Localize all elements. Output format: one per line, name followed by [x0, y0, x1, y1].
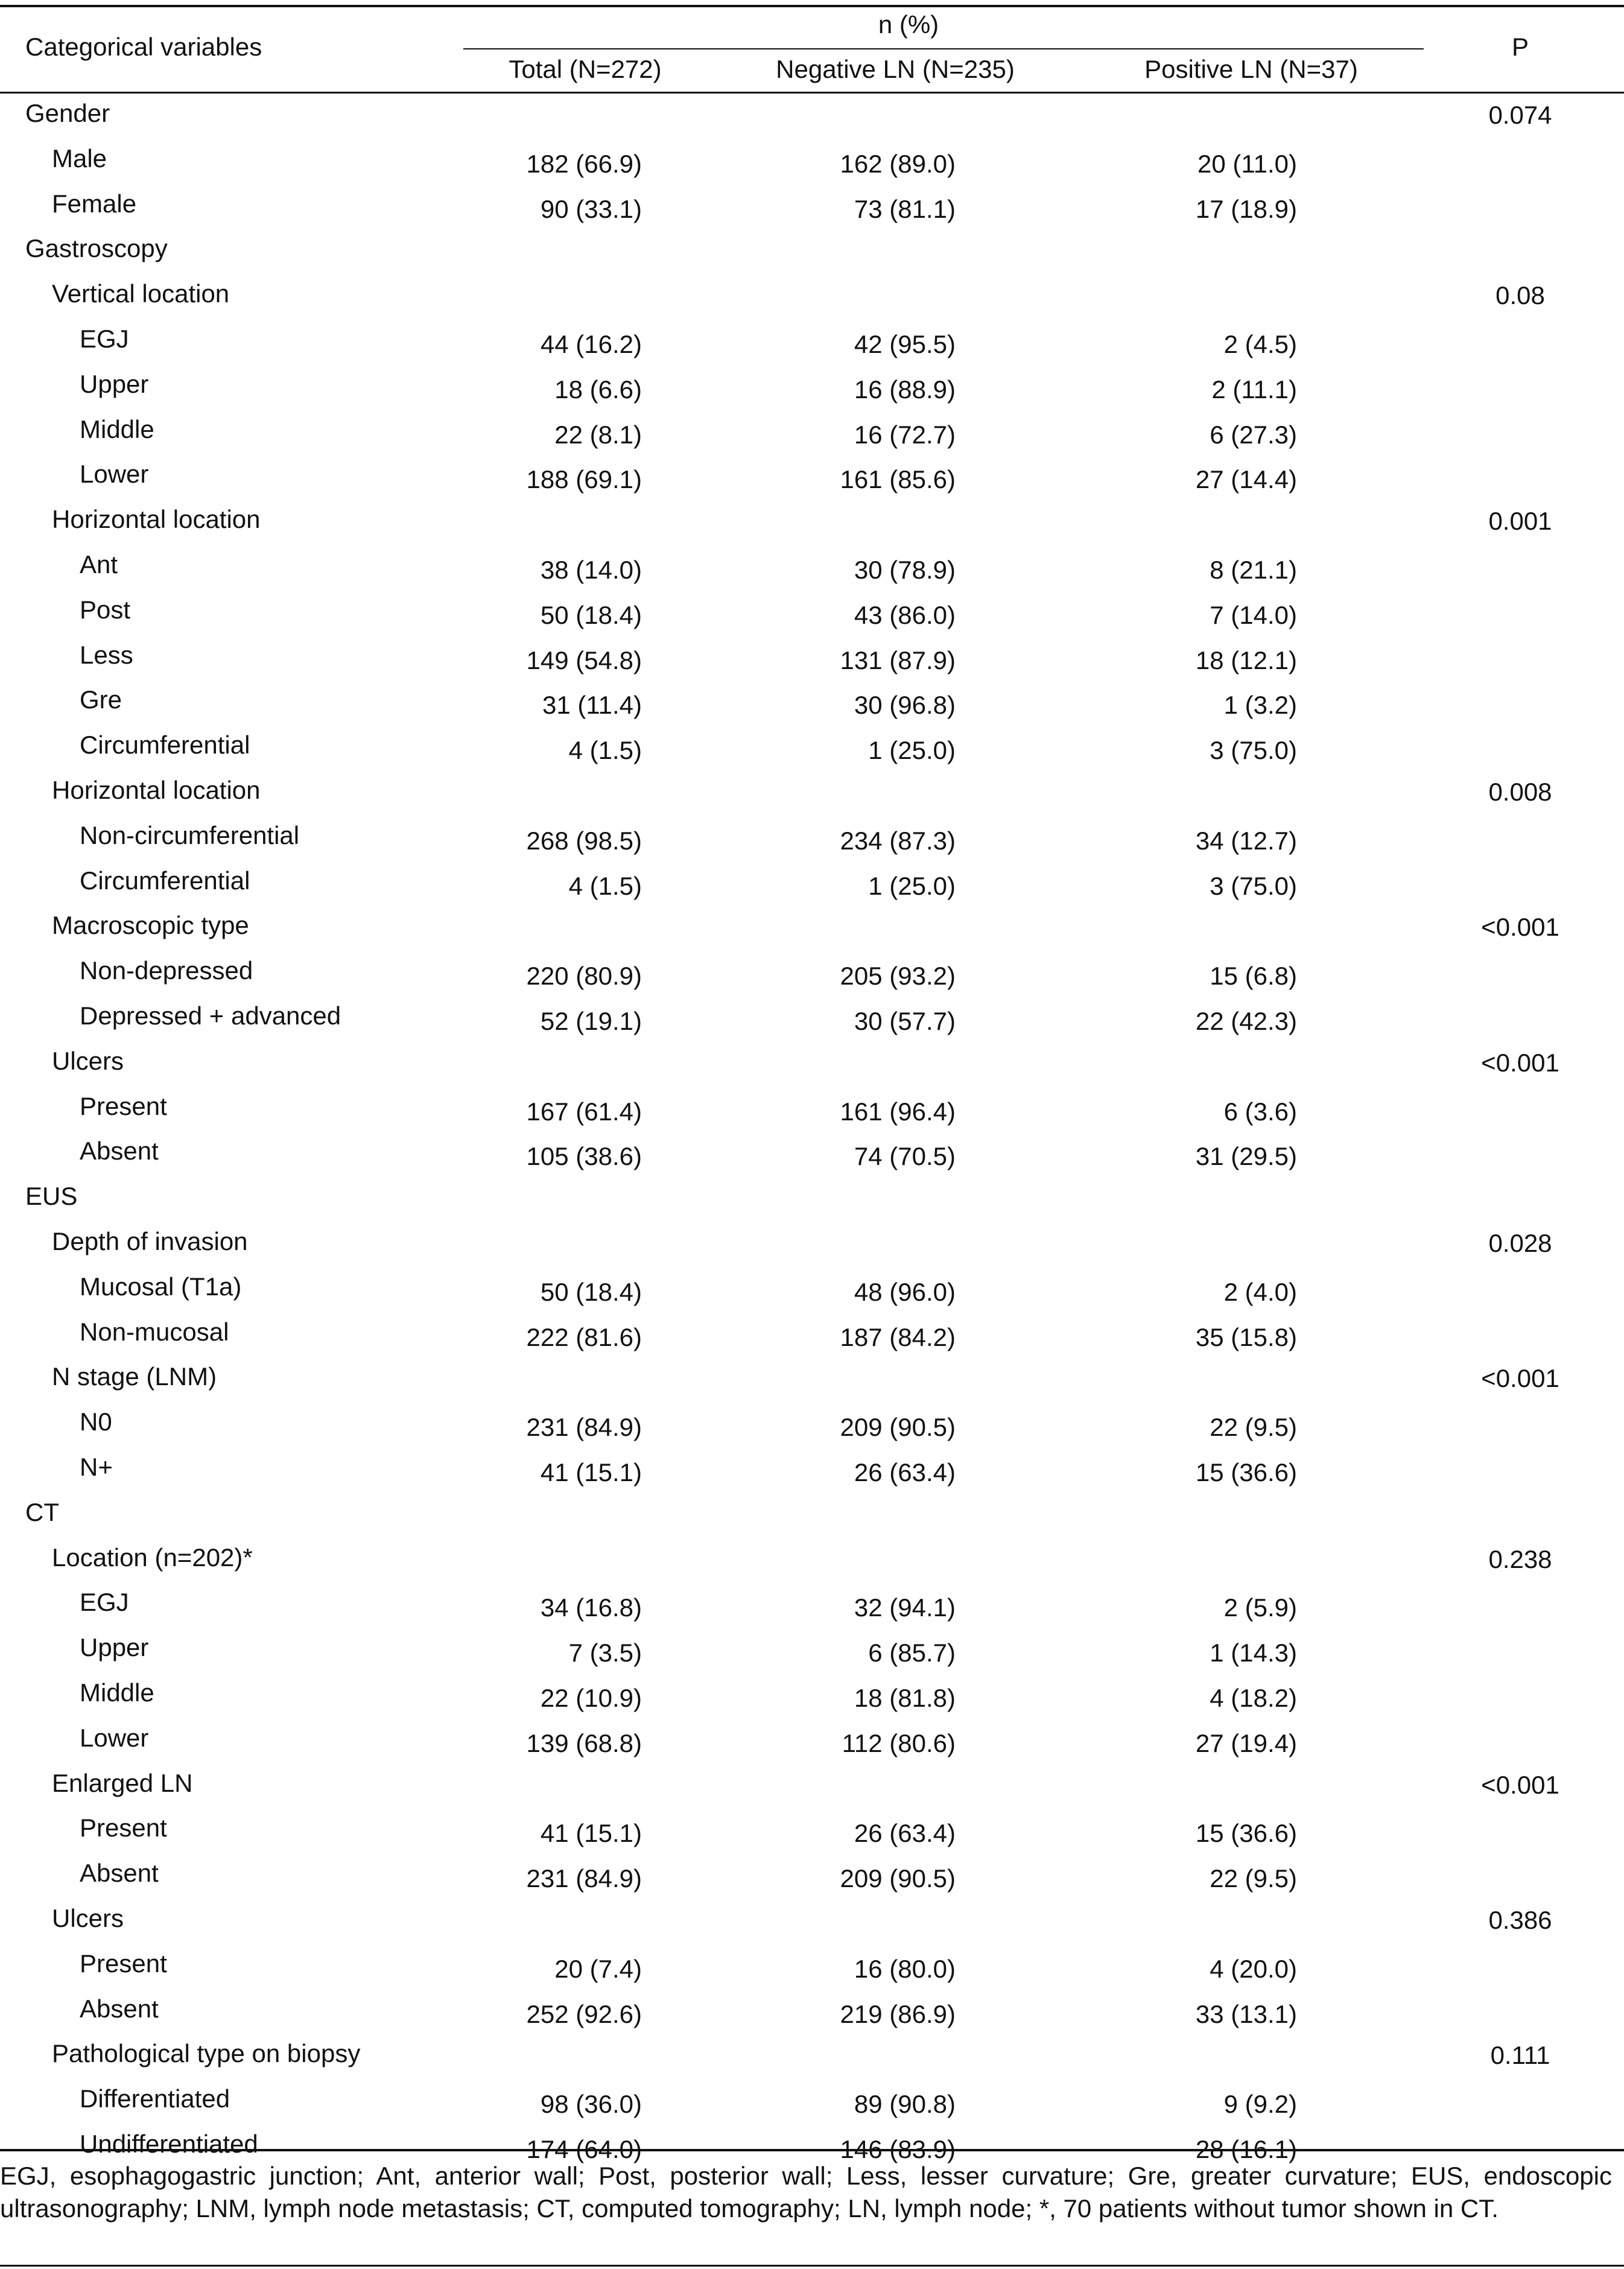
- row-label: Gender: [25, 99, 110, 127]
- cell-p-value: 0.074: [1488, 101, 1552, 129]
- cell-positive: 4 (18.2): [1210, 1684, 1297, 1712]
- cell-total: 149 (54.8): [526, 646, 642, 674]
- cell-positive: 17 (18.9): [1195, 195, 1297, 223]
- cell-total: 18 (6.6): [554, 375, 642, 404]
- cell-p-value: 0.08: [1496, 281, 1545, 309]
- cell-p-value: 0.001: [1488, 507, 1552, 535]
- cell-negative: 89 (90.8): [854, 2090, 956, 2118]
- row-label: Depth of invasion: [52, 1227, 248, 1255]
- cell-negative: 30 (96.8): [854, 691, 956, 719]
- header-bottom-rule: [0, 92, 1624, 94]
- cell-p-value: <0.001: [1481, 1364, 1559, 1392]
- row-label: Absent: [80, 1859, 159, 1887]
- row-label: Lower: [80, 460, 149, 488]
- row-label: Present: [80, 1092, 167, 1120]
- cell-p-value: 0.238: [1488, 1545, 1552, 1573]
- cell-negative: 16 (80.0): [854, 1955, 956, 1983]
- cell-negative: 26 (63.4): [854, 1819, 956, 1847]
- row-label: Vertical location: [52, 279, 230, 308]
- cell-positive: 28 (16.1): [1195, 2135, 1297, 2163]
- cell-total: 167 (61.4): [526, 1097, 642, 1126]
- row-label: Post: [80, 595, 131, 624]
- cell-total: 222 (81.6): [526, 1323, 642, 1351]
- cell-positive: 35 (15.8): [1195, 1323, 1297, 1351]
- header-p: P: [1511, 33, 1529, 61]
- group-header-rule: [463, 48, 1424, 49]
- cell-total: 4 (1.5): [568, 736, 642, 764]
- row-label: EGJ: [80, 325, 129, 353]
- cell-total: 34 (16.8): [540, 1593, 642, 1622]
- row-label: Non-mucosal: [80, 1318, 229, 1346]
- row-label: Mucosal (T1a): [80, 1272, 242, 1301]
- cell-p-value: <0.001: [1481, 1771, 1559, 1799]
- cell-total: 188 (69.1): [526, 465, 642, 493]
- cell-positive: 1 (14.3): [1210, 1639, 1297, 1667]
- cell-negative: 26 (63.4): [854, 1458, 956, 1487]
- header-total: Total (N=272): [509, 55, 662, 83]
- row-label: Depressed + advanced: [80, 1001, 341, 1030]
- cell-positive: 27 (14.4): [1195, 465, 1297, 493]
- row-label: Horizontal location: [52, 505, 261, 533]
- cell-positive: 22 (42.3): [1195, 1007, 1297, 1035]
- row-label: Female: [52, 189, 137, 218]
- cell-total: 52 (19.1): [540, 1007, 642, 1035]
- cell-positive: 15 (36.6): [1195, 1458, 1297, 1487]
- header-n-percent: n (%): [878, 10, 939, 39]
- row-label: Ulcers: [52, 1047, 124, 1075]
- row-label: Middle: [80, 415, 154, 443]
- page-bottom-rule: [0, 2265, 1624, 2267]
- cell-negative: 234 (87.3): [840, 827, 956, 855]
- cell-negative: 146 (83.9): [840, 2135, 956, 2163]
- cell-negative: 43 (86.0): [854, 601, 956, 629]
- cell-total: 4 (1.5): [568, 872, 642, 900]
- cell-positive: 6 (27.3): [1210, 420, 1297, 449]
- header-positive-ln: Positive LN (N=37): [1144, 55, 1358, 83]
- row-label: Present: [80, 1949, 167, 1978]
- cell-negative: 219 (86.9): [840, 2000, 956, 2028]
- row-label: Non-depressed: [80, 956, 253, 985]
- cell-positive: 2 (5.9): [1223, 1593, 1297, 1622]
- cell-positive: 22 (9.5): [1210, 1864, 1297, 1893]
- table-top-rule: [0, 5, 1624, 7]
- cell-negative: 1 (25.0): [868, 736, 956, 764]
- cell-total: 41 (15.1): [540, 1819, 642, 1847]
- row-label: Male: [52, 144, 107, 173]
- cell-negative: 42 (95.5): [854, 330, 956, 358]
- cell-negative: 48 (96.0): [854, 1278, 956, 1306]
- row-label: Middle: [80, 1678, 154, 1707]
- cell-positive: 4 (20.0): [1210, 1955, 1297, 1983]
- cell-negative: 18 (81.8): [854, 1684, 956, 1712]
- cell-total: 38 (14.0): [540, 556, 642, 584]
- cell-negative: 74 (70.5): [854, 1142, 956, 1170]
- cell-positive: 20 (11.0): [1197, 150, 1297, 178]
- cell-total: 182 (66.9): [526, 150, 642, 178]
- cell-negative: 16 (72.7): [854, 420, 956, 449]
- cell-positive: 2 (4.5): [1223, 330, 1297, 358]
- cell-total: 231 (84.9): [526, 1413, 642, 1441]
- row-label: Lower: [80, 1724, 149, 1752]
- row-label: Absent: [80, 1994, 159, 2023]
- cell-negative: 32 (94.1): [854, 1593, 956, 1622]
- cell-positive: 18 (12.1): [1195, 646, 1297, 674]
- header-categorical-variables: Categorical variables: [25, 33, 262, 61]
- cell-negative: 162 (89.0): [840, 150, 956, 178]
- row-label: Circumferential: [80, 866, 250, 895]
- row-label: Enlarged LN: [52, 1769, 193, 1797]
- cell-negative: 161 (85.6): [840, 465, 956, 493]
- cell-negative: 6 (85.7): [868, 1639, 956, 1667]
- cell-p-value: 0.028: [1488, 1229, 1552, 1257]
- cell-total: 7 (3.5): [568, 1639, 642, 1667]
- cell-positive: 15 (6.8): [1210, 962, 1297, 990]
- cell-positive: 33 (13.1): [1195, 2000, 1297, 2028]
- cell-positive: 8 (21.1): [1210, 556, 1297, 584]
- cell-negative: 161 (96.4): [840, 1097, 956, 1126]
- cell-total: 41 (15.1): [540, 1458, 642, 1487]
- cell-negative: 16 (88.9): [854, 375, 956, 404]
- cell-total: 50 (18.4): [540, 601, 642, 629]
- row-label: Ulcers: [52, 1904, 124, 1932]
- row-label: N0: [80, 1407, 112, 1436]
- cell-total: 139 (68.8): [526, 1729, 642, 1757]
- cell-positive: 2 (11.1): [1211, 375, 1297, 404]
- cell-positive: 34 (12.7): [1195, 827, 1297, 855]
- row-label: Less: [80, 641, 133, 669]
- cell-positive: 15 (36.6): [1195, 1819, 1297, 1847]
- cell-total: 231 (84.9): [526, 1864, 642, 1893]
- cell-negative: 73 (81.1): [854, 195, 956, 223]
- cell-negative: 205 (93.2): [840, 962, 956, 990]
- cell-total: 252 (92.6): [526, 2000, 642, 2028]
- cell-p-value: 0.008: [1488, 778, 1552, 806]
- row-label: N+: [80, 1453, 113, 1481]
- cell-positive: 2 (4.0): [1223, 1278, 1297, 1306]
- cell-total: 98 (36.0): [540, 2090, 642, 2118]
- cell-p-value: 0.386: [1488, 1906, 1552, 1934]
- cell-positive: 3 (75.0): [1210, 872, 1297, 900]
- row-label: Circumferential: [80, 731, 250, 759]
- row-label: Non-circumferential: [80, 821, 300, 849]
- cell-negative: 131 (87.9): [840, 646, 956, 674]
- cell-positive: 6 (3.6): [1223, 1097, 1297, 1126]
- row-label: Location (n=202)*: [52, 1543, 253, 1572]
- row-label: Gre: [80, 685, 122, 714]
- cell-positive: 3 (75.0): [1210, 736, 1297, 764]
- row-label: EUS: [25, 1182, 78, 1210]
- header-negative-ln: Negative LN (N=235): [776, 55, 1015, 83]
- table-footnote: EGJ, esophagogastric junction; Ant, anterior wall; Post, posterior wall; Less, lesser curvature; Gre, greater curvature; EUS, endoscopic ultrasonography; LNM, lymph node metastasis; CT, computed tomography; LN, lymph node; *, 70 patients without tumor shown in CT.: [0, 2162, 1612, 2223]
- cell-positive: 7 (14.0): [1210, 601, 1297, 629]
- row-label: CT: [25, 1498, 59, 1526]
- cell-positive: 22 (9.5): [1210, 1413, 1297, 1441]
- cell-negative: 30 (57.7): [854, 1007, 956, 1035]
- cell-p-value: 0.111: [1490, 2041, 1550, 2069]
- row-label: Macroscopic type: [52, 911, 249, 939]
- cell-total: 31 (11.4): [542, 691, 642, 719]
- cell-negative: 30 (78.9): [854, 556, 956, 584]
- cell-total: 90 (33.1): [540, 195, 642, 223]
- cell-positive: 9 (9.2): [1223, 2090, 1297, 2118]
- cell-negative: 187 (84.2): [840, 1323, 956, 1351]
- cell-total: 268 (98.5): [526, 827, 642, 855]
- cell-negative: 209 (90.5): [840, 1413, 956, 1441]
- cell-positive: 27 (19.4): [1195, 1729, 1297, 1757]
- cell-total: 50 (18.4): [540, 1278, 642, 1306]
- cell-negative: 112 (80.6): [842, 1729, 956, 1757]
- row-label: Differentiated: [80, 2084, 230, 2113]
- row-label: Absent: [80, 1137, 159, 1165]
- cell-p-value: <0.001: [1481, 913, 1559, 941]
- row-label: Upper: [80, 370, 149, 398]
- cell-total: 44 (16.2): [540, 330, 642, 358]
- row-label: Horizontal location: [52, 776, 261, 804]
- row-label: Undifferentiated: [80, 2130, 258, 2158]
- cell-positive: 1 (3.2): [1223, 691, 1297, 719]
- cell-total: 22 (8.1): [554, 420, 642, 449]
- row-label: N stage (LNM): [52, 1362, 217, 1391]
- cell-negative: 209 (90.5): [840, 1864, 956, 1893]
- row-label: Gastroscopy: [25, 234, 168, 262]
- cell-total: 105 (38.6): [526, 1142, 642, 1170]
- cell-total: 220 (80.9): [526, 962, 642, 990]
- row-label: Ant: [80, 550, 118, 579]
- cell-p-value: <0.001: [1481, 1049, 1559, 1077]
- cell-total: 174 (64.0): [526, 2135, 642, 2163]
- cell-total: 20 (7.4): [554, 1955, 642, 1983]
- row-label: EGJ: [80, 1588, 129, 1616]
- row-label: Pathological type on biopsy: [52, 2039, 361, 2067]
- row-label: Upper: [80, 1633, 149, 1661]
- cell-positive: 31 (29.5): [1195, 1142, 1297, 1170]
- cell-negative: 1 (25.0): [868, 872, 956, 900]
- cell-total: 22 (10.9): [540, 1684, 642, 1712]
- row-label: Present: [80, 1814, 167, 1842]
